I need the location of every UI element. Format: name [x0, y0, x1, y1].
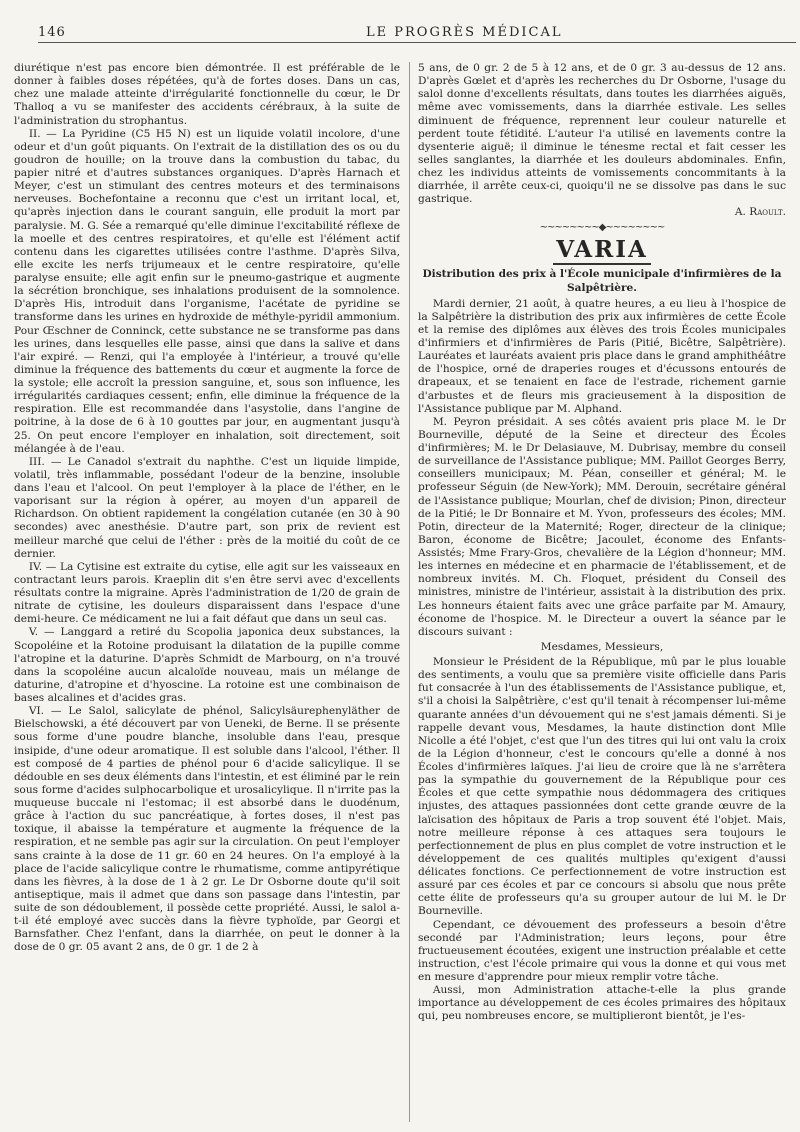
speech-paragraph: Monsieur le Président de la République, mû par le plus louable des sentiments, a voulu que sa première visite officielle dans Paris fut consacrée à l'un des établissements de l'Assistance publique, et, s'il a choisi la Salpêtrière, c'est qu'il tenait à récompenser lui-même quarante années d'un dévouement qui ne s'est jamais démenti. Si je rappelle devant vous, Mesdames, la haute distinction dont Mlle Nicolle a été l'objet, c'est que l'un des titres qui lui ont valu la croix de la Légion d'honneur, c'est le concours qu'elle a donné à nos Écoles d'infirmières laïques. J'ai lieu de croire que là ne s'arrêtera pas la sympathie du gouvernement de la République pour ces Écoles et que cette sympathie nous dédommagera des critiques injustes, des attaques passionnées dont cette grande œuvre de la laïcisation des hôpitaux de Paris a trop souvent été l'objet. Mais, notre meilleure réponse à ces attaques sera toujours le perfectionnement de plus en plus complet de votre instruction et le développement de ces qualités multiples qu'exigent d'aussi délicates fonctions. Ce perfectionnement de votre instruction est assuré par ces écoles et par ce concours si absolu que nous prête cette élite de professeurs qu'a su grouper autour de lui M. le Dr Bourneville. [418, 656, 786, 918]
speech-paragraph: Cependant, ce dévouement des professeurs a besoin d'être secondé par l'Administration; leurs leçons, pour être fructueusement écoutées, exigent une instruction préalable et cette instruction, c'est l'école primaire qui vous la donne et qui vous met en mesure d'apprendre pour mieux remplir votre tâche. [418, 918, 786, 984]
paragraph-strophantus-end: diurétique n'est pas encore bien démontrée. Il est préférable de le donner à faibles doses répétées, qu'à de fortes doses. Dans un cas, chez une malade atteinte d'irrégularité fonctionnelle du cœur, le Dr Thalloq a vu se manifester des accidents cérébraux, à la suite de l'administration du strophantus. [14, 62, 400, 127]
author-signature: A. Raoult. [734, 206, 786, 219]
header-rule [38, 42, 796, 43]
section-title [418, 236, 786, 265]
paragraph-distribution: Mardi dernier, 21 août, à quatre heures, a eu lieu à l'hospice de la Salpêtrière la distribution des prix aux infirmières de cette École et la remise des diplômes aux élèves des trois Écoles municipales d'infirmiers et d'infirmières de Paris (Pitié, Bicêtre, Salpêtrière). Lauréates et lauréats avaient pris place dans le grand amphithéâtre de l'hospice, orné de draperies rouges et d'écussons entourés de drapeaux, et se tenaient en face de l'estrade, richement garnie d'arbustes et de fleurs mis gracieusement à la disposition de l'Assistance publique par M. Alphand. [418, 297, 786, 415]
paragraph-cytisine: IV. — La Cytisine est extraite du cytise, elle agit sur les vaisseaux en contractant leurs parois. Kraeplin dit s'en être servi avec d'excellents résultats contre la migraine. Après l'administration de 1/20 de grain de nitrate de cytisine, les douleurs disparaissent dans l'espace d'une demi-heure. Ce médicament ne lui a fait défaut que dans un seul cas. [14, 560, 400, 626]
paragraph-pyridine: II. — La Pyridine (C5 H5 N) est un liquide volatil incolore, d'une odeur et d'un goût piquants. On l'extrait de la distillation des os ou du goudron de houille; on la trouve dans la combustion du tabac, du papier nitré et d'autres substances organiques. D'après Harnach et Meyer, c'est un stimulant des centres moteurs et des terminaisons nerveuses. Bochefontaine a reconnu que c'est un irritant local, et, qu'après injection dans le courant sanguin, elle produit la mort par paralysie. M. G. Sée a remarqué qu'elle diminue l'excitabilité réflexe de la moelle et des centres respiratoires, et qu'elle est l'élément actif contenu dans les cigarettes utilisées contre l'asthme. D'après Silva, elle excite les nerfs trijumeaux et le centre respiratoire, qu'elle paralyse ensuite; elle agit enfin sur le pneumo-gastrique et augmente la sécrétion bronchique, ses inhalations produisent de la somnolence. D'après His, introduit dans l'organisme, l'acétate de pyridine se transforme dans les urines en hydroxide de méthyle-pyridil ammonium. Pour Œschner de Conninck, cette substance ne se transforme pas dans les urines, dans lesquelles elle passe, ainsi que dans la salive et dans l'air expiré. — Renzi, qui l'a employée à l'intérieur, a trouvé qu'elle diminue la fréquence des battements du cœur et augmente la force de la systole; elle accroît la pression sanguine, et, sous son influence, les irrégularités cardiaques cessent; enfin, elle diminue la fréquence de la respiration. Elle est recommandée dans l'asystolie, dans l'angine de poitrine, à la dose de 6 à 10 gouttes par jour, en augmentant jusqu'à 25. On peut encore l'employer en inhalation, soit directement, soit mélangée à de l'eau. [14, 127, 400, 455]
speech-salutation: Mesdames, Messieurs, [540, 640, 664, 653]
paragraph-canadol: III. — Le Canadol s'extrait du naphthe. C'est un liquide limpide, volatil, très inflammable, possédant l'odeur de la benzine, insoluble dans l'eau et l'alcool. On peut l'employer à la place de l'éther, en le vaporisant sur la région à opérer, au moyen d'un appareil de Richardson. On obtient rapidement la congélation cutanée (en 30 à 90 secondes) avec anesthésie. D'autre part, son prix de revient est meilleur marché que celui de l'éther : près de la moitié du coût de ce dernier. [14, 455, 400, 560]
paragraph-scopolia: V. — Langgard a retiré du Scopolia japonica deux substances, la Scopoléine et la Rotoine produisant la dilatation de la pupille comme l'atropine et la daturine. D'après Schmidt de Marbourg, on n'a trouvé dans la scopoléine aucun alcaloïde nouveau, mais un mélange de daturine, d'atropine et d'hyoscine. La rotoine est une combinaison de bases alcalines et d'acides gras. [14, 626, 400, 704]
column-divider [409, 62, 410, 1122]
page-header [38, 20, 796, 42]
journal-title: LE PROGRÈS MÉDICAL [366, 25, 563, 40]
right-column [418, 62, 786, 1122]
left-column [14, 62, 400, 1122]
page-number: 146 [38, 25, 66, 40]
paragraph-salol-continued: 5 ans, de 0 gr. 2 de 5 à 12 ans, et de 0 gr. 3 au-dessus de 12 ans. D'après Gœlet et d'après les recherches du Dr Osborne, l'usage du salol donne d'excellents résultats, dans toutes les diarrhées aiguës, même avec vomissements, dans la diarrhée estivale. Les selles diminuent de fréquence, reprennent leur couleur naturelle et perdent toute fétidité. L'auteur l'a utilisé en lavements contre la dysenterie aiguë; il diminue le ténesme rectal et fait cesser les selles sanglantes, la diarrhée et les douleurs abdominales. Enfin, chez les individus atteints de vomissements concommitants à la diarrhée, il arrête ceux-ci, quoiqu'il ne se dissolve pas dans le suc gastrique. [418, 62, 786, 206]
section-title-text: VARIA [553, 236, 651, 265]
paragraph-attendees: M. Peyron présidait. A ses côtés avaient pris place M. le Dr Bourneville, député de la Seine et directeur des Écoles d'infirmières; M. le Dr Delasiauve, M. Dubrisay, membre du conseil de surveillance de l'Assistance publique; MM. Paillot Georges Berry, conseillers municipaux; M. Péan, conseiller et général; M. le professeur Séguin (de New-York); MM. Derouin, secrétaire général de l'Assistance publique; Mourlan, chef de division; Pinon, directeur de la Pitié; le Dr Bonnaire et M. Yvon, professeurs des écoles; MM. Potin, directeur de la Maternité; Roger, directeur de la clinique; Baron, économe de Bicêtre; Jacoulet, économe des Enfants-Assistés; Mme Frary-Gros, chevalière de la Légion d'honneur; MM. les internes en médecine et en pharmacie de l'établissement, et de nombreux invités. M. Ch. Floquet, président du Conseil des ministres, ministre de l'intérieur, assistait à la distribution des prix. Les honneurs étaient faits avec une grâce parfaite par M. Amaury, économe de l'hospice. M. le Directeur a ouvert la séance par le discours suivant : [418, 415, 786, 638]
article-title: Distribution des prix à l'École municipale d'infirmières de la Salpêtrière. [422, 268, 782, 294]
section-ornament: ~~~~~~~~◆~~~~~~~~ [539, 221, 665, 233]
speech-paragraph: Aussi, mon Administration attache-t-elle la plus grande importance au développement de ces écoles primaires des hôpitaux qui, peu nombreuses encore, se multiplieront bientôt, je l'es- [418, 984, 786, 1023]
paragraph-salol: VI. — Le Salol, salicylate de phénol, Salicylsäurephenyläther de Bielschowski, a été découvert par von Ueneki, de Berne. Il se présente sous forme d'une poudre blanche, insoluble dans l'eau, presque insipide, d'une odeur aromatique. Il est soluble dans l'alcool, l'éther. Il est composé de 4 parties de phénol pour 6 d'acide salicylique. Il se dédouble en ses deux éléments dans l'intestin, et est éliminé par le rein sous forme d'acides sulphocarbolique et urosalicylique. Il n'irrite pas la muqueuse buccale ni l'estomac; il est absorbé dans le duodénum, grâce à l'action du suc pancréatique, à fortes doses, il n'est pas toxique, il abaisse la température et augmente la fréquence de la respiration, et ne semble pas agir sur la circulation. On peut l'employer sans crainte à la dose de 11 gr. 60 en 24 heures. On l'a employé à la place de l'acide salicylique contre le rhumatisme, comme antipyrétique dans les fièvres, à la dose de 1 à 2 gr. Le Dr Osborne doute qu'il soit antiseptique, mais il admet que dans son passage dans l'intestin, par suite de son dédoublement, il possède cette propriété. Aussi, le salol a-t-il été employé avec succès dans la fièvre typhoïde, par Georgi et Barnsfather. Chez l'enfant, dans la diarrhée, on peut le donner à la dose de 0 gr. 05 avant 2 ans, de 0 gr. 1 de 2 à [14, 705, 400, 954]
